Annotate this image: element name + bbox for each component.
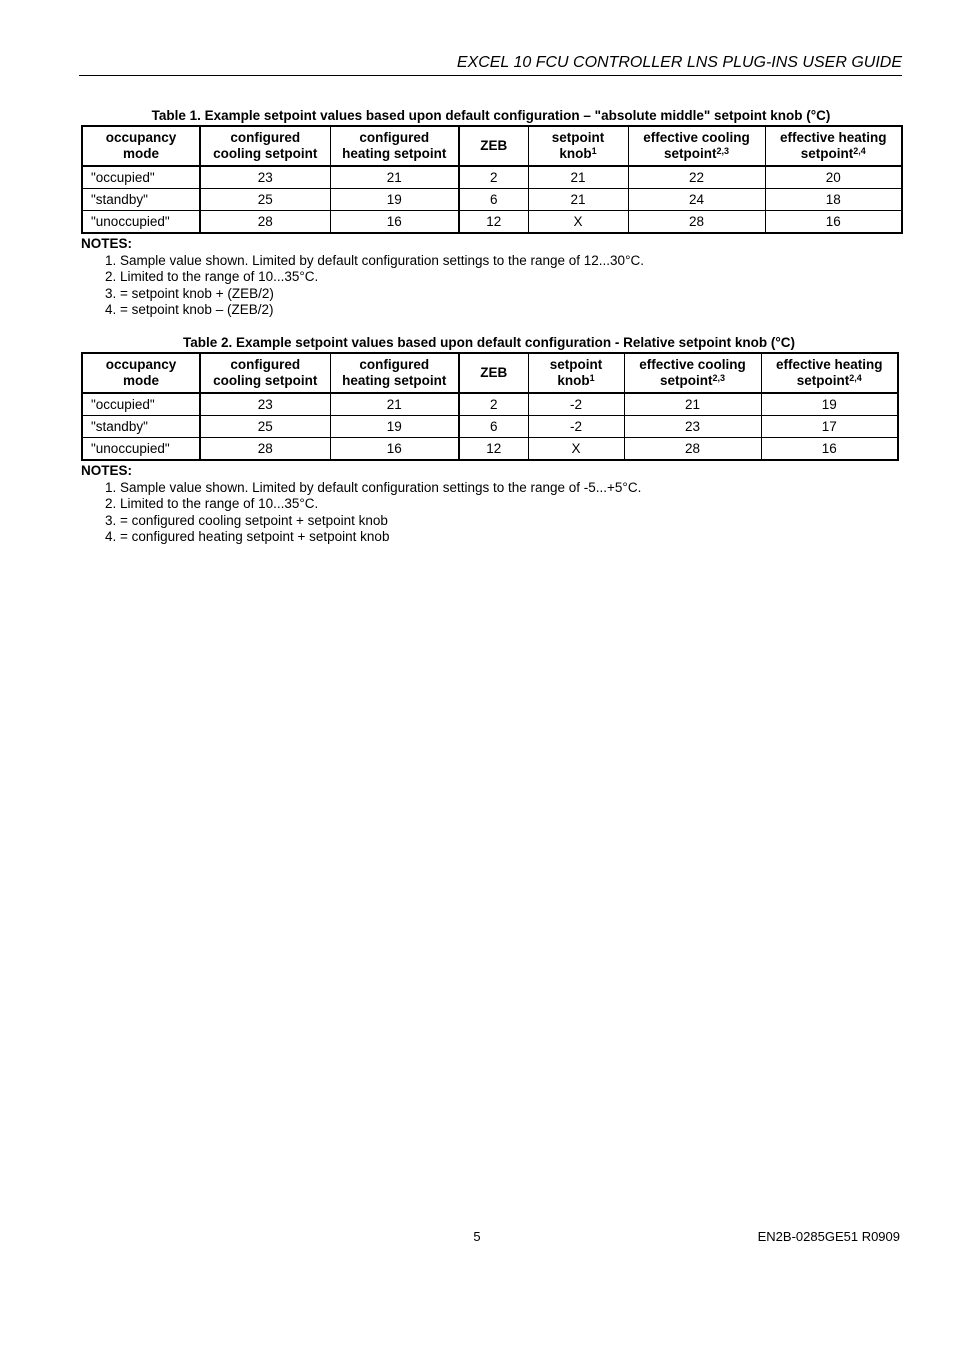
note-item: 1. Sample value shown. Limited by default configuration settings to the range of 12...30°C. [120, 253, 901, 270]
page-header: EXCEL 10 FCU CONTROLLER LNS PLUG-INS USER GUIDE [79, 53, 902, 76]
notes-title: NOTES: [81, 236, 133, 251]
table-cell: 21 [330, 166, 459, 189]
table2-section [81, 335, 897, 546]
table-cell: 16 [761, 438, 898, 461]
table-cell: 16 [765, 211, 902, 234]
table1-header-setpoint-knob: setpoint knob$^1$ [528, 126, 628, 166]
table-row [82, 166, 902, 189]
notes-title: NOTES: [81, 463, 133, 478]
table-row [82, 189, 902, 211]
table-row [82, 211, 902, 234]
page-number: 5 [473, 1229, 481, 1244]
table-cell: 21 [330, 393, 459, 416]
table2-caption: Table 2. Example setpoint values based upon default configuration - Relative setpoint knob (°C) [183, 335, 795, 350]
table2-header-setpoint-knob: setpoint knob$^1$ [528, 353, 624, 393]
note-item: 4. = configured heating setpoint + setpoint knob [120, 529, 897, 546]
table-cell: -2 [528, 393, 624, 416]
document-code: EN2B-0285GE51 R0909 [757, 1229, 900, 1244]
table-cell: 23 [200, 166, 330, 189]
table-cell: 25 [200, 416, 330, 438]
table-cell: 24 [628, 189, 765, 211]
table-cell: 6 [459, 189, 528, 211]
table-cell: X [528, 211, 628, 234]
table-cell: "unoccupied" [82, 438, 200, 461]
table1-section [81, 108, 901, 319]
table-cell: "standby" [82, 416, 200, 438]
table-cell: 2 [459, 393, 528, 416]
table-cell: 23 [624, 416, 761, 438]
table-row [82, 393, 898, 416]
table-cell: 12 [459, 211, 528, 234]
table1-header-configured-cooling: configured cooling setpoint [200, 126, 330, 166]
note-item: 3. = setpoint knob + (ZEB/2) [120, 286, 901, 303]
table1-header-configured-heating: configured heating setpoint [330, 126, 459, 166]
table2-header-configured-heating: configured heating setpoint [330, 353, 459, 393]
table2-header-configured-cooling: configured cooling setpoint [200, 353, 330, 393]
table-cell: 2 [459, 166, 528, 189]
table-cell: 28 [628, 211, 765, 234]
table1-header-occupancy-mode: occupancy mode [82, 126, 200, 166]
table1 [81, 125, 903, 234]
table-cell: 21 [624, 393, 761, 416]
table-cell: "standby" [82, 189, 200, 211]
note-item: 2. Limited to the range of 10...35°C. [120, 496, 897, 513]
table-cell: 19 [761, 393, 898, 416]
table1-notes [81, 236, 901, 319]
note-item: 3. = configured cooling setpoint + setpoint knob [120, 513, 897, 530]
table-cell: 21 [528, 189, 628, 211]
table2-header-zeb: ZEB [459, 353, 528, 393]
table2-header-effective-heating: effective heating setpoint$^{2,4}$ [761, 353, 898, 393]
table-cell: 18 [765, 189, 902, 211]
table-cell: 6 [459, 416, 528, 438]
table-cell: X [528, 438, 624, 461]
table-cell: 19 [330, 189, 459, 211]
table-cell: 16 [330, 211, 459, 234]
table-cell: 12 [459, 438, 528, 461]
table2-header-row [82, 353, 898, 393]
table-cell: -2 [528, 416, 624, 438]
note-item: 2. Limited to the range of 10...35°C. [120, 269, 901, 286]
table2-header-occupancy-mode: occupancy mode [82, 353, 200, 393]
note-item: 1. Sample value shown. Limited by default configuration settings to the range of -5...+5°C. [120, 480, 897, 497]
table-cell: 17 [761, 416, 898, 438]
table-cell: 21 [528, 166, 628, 189]
table-cell: "occupied" [82, 393, 200, 416]
table-cell: "unoccupied" [82, 211, 200, 234]
note-item: 4. = setpoint knob – (ZEB/2) [120, 302, 901, 319]
table2-notes [81, 463, 897, 546]
table-cell: 25 [200, 189, 330, 211]
table-cell: 28 [200, 211, 330, 234]
table-cell: 20 [765, 166, 902, 189]
table1-header-effective-cooling: effective cooling setpoint$^{2,3}$ [628, 126, 765, 166]
table-cell: 22 [628, 166, 765, 189]
table1-caption: Table 1. Example setpoint values based upon default configuration – "absolute middle" setpoint knob (°C) [151, 108, 831, 123]
table-cell: 19 [330, 416, 459, 438]
table-cell: 28 [624, 438, 761, 461]
table-cell: "occupied" [82, 166, 200, 189]
table2-header-effective-cooling: effective cooling setpoint$^{2,3}$ [624, 353, 761, 393]
table-row [82, 438, 898, 461]
table-cell: 16 [330, 438, 459, 461]
table-cell: 28 [200, 438, 330, 461]
table2 [81, 352, 899, 461]
table1-header-zeb: ZEB [459, 126, 528, 166]
table-row [82, 416, 898, 438]
table-cell: 23 [200, 393, 330, 416]
table1-header-effective-heating: effective heating setpoint$^{2,4}$ [765, 126, 902, 166]
table1-header-row [82, 126, 902, 166]
